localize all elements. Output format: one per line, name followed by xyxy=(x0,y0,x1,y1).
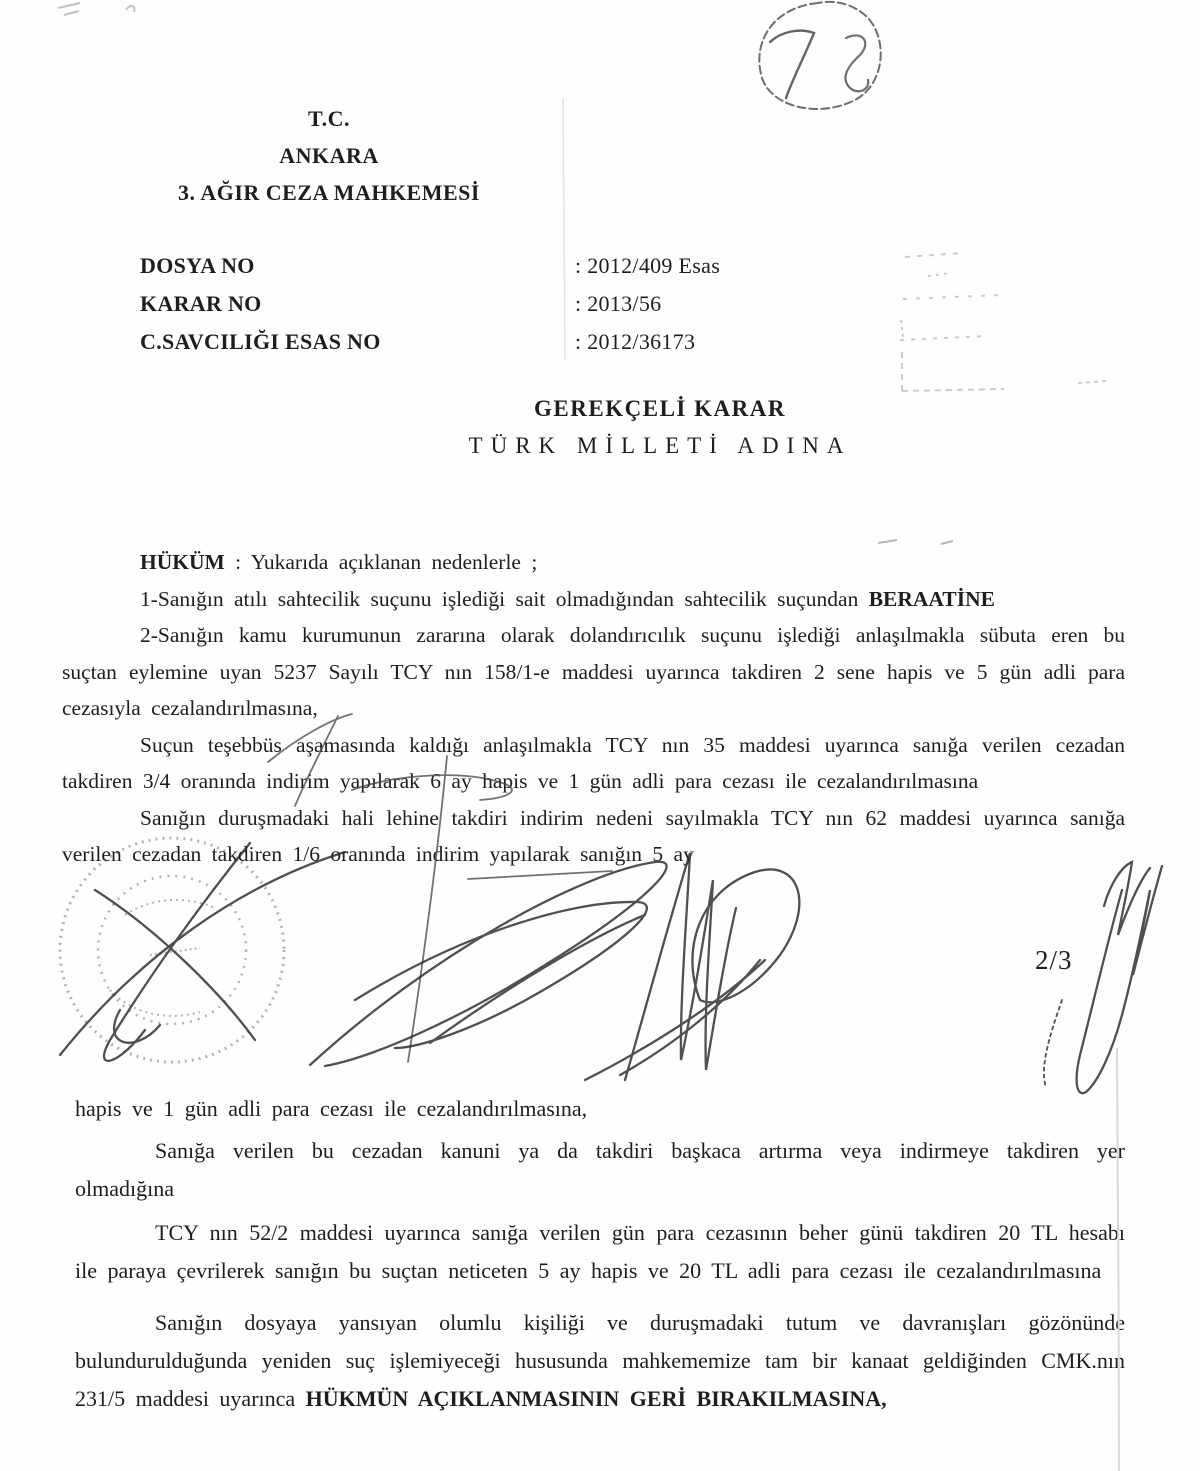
header-country: T.C. xyxy=(308,106,350,131)
hukum-label: HÜKÜM xyxy=(140,550,225,574)
faint-stamp-marks xyxy=(900,253,1106,391)
verdict-body-lower xyxy=(75,1090,1125,1418)
paragraph-2: 2-Sanığın kamu kurumunun zararına olarak dolandırıcılık suçunu işlediği anlaşılmakla sübuta eren bu suçtan eylemine uyan 5237 Sayılı TCY nın 158/1-e maddesi uyarınca takdiren 2 sene hapis ve 5 gün adli para cezasıyla cezalandırılmasına, xyxy=(62,623,1125,720)
signature-right xyxy=(1122,866,1162,1015)
title-line2: TÜRK MİLLETİ ADINA xyxy=(468,433,852,458)
paragraph-1-bold: BERAATİNE xyxy=(868,586,995,611)
verdict-body-upper xyxy=(62,544,1125,873)
paragraph-hukum xyxy=(62,544,1125,581)
signature-middle xyxy=(310,862,667,1066)
paragraph-3: Suçun teşebbüs aşamasında kaldığı anlaşılmakla TCY nın 35 maddesi uyarınca sanığa verilen cezadan takdiren 3/4 oranında indirim yapılarak 6 ay hapis ve 1 gün adli para cezası ile cezalandırılmasına xyxy=(62,732,1125,793)
circled-page-number-mark xyxy=(759,2,880,109)
header-court: 3. AĞIR CEZA MAHKEMESİ xyxy=(178,180,480,205)
paragraph-8 xyxy=(75,1304,1125,1418)
header-city: ANKARA xyxy=(279,143,379,168)
scan-smudge-marks xyxy=(58,3,134,15)
paragraph-1 xyxy=(62,581,1125,618)
case-value: : 2012/36173 xyxy=(575,329,696,354)
case-label: KARAR NO xyxy=(140,291,262,316)
signature-zigzag xyxy=(625,853,736,1080)
case-label: DOSYA NO xyxy=(140,253,255,278)
paragraph-4: Sanığın duruşmadaki hali lehine takdiri indirim nedeni sayılmakla TCY nın 62 maddesi uyarınca sanığa verilen cezadan takdiren 1/6 oranında indirim yapılarak sanığın 5 ay xyxy=(62,805,1125,866)
signature-left xyxy=(60,852,345,1055)
document-title xyxy=(340,396,980,459)
case-value: : 2013/56 xyxy=(575,291,662,316)
case-info-block xyxy=(140,247,720,361)
paragraph-5: hapis ve 1 gün adli para cezası ile cezalandırılmasına, xyxy=(75,1096,588,1121)
paragraph-8-bold: HÜKMÜN AÇIKLANMASININ GERİ BIRAKILMASINA, xyxy=(305,1386,887,1411)
case-label: C.SAVCILIĞI ESAS NO xyxy=(140,329,381,354)
signature-strokes xyxy=(60,843,1162,1093)
case-row-dosya xyxy=(140,247,720,285)
paragraph-8-text: Sanığın dosyaya yansıyan olumlu kişiliği ve duruşmadaki tutum ve davranışları gözönünde bulundurulduğunda yeniden suç işlemiyeceği hususunda mahkememize tam bir kanaat geldiğinden CMK.nın 231/5 maddesi uyarınca xyxy=(75,1310,1125,1411)
case-row-karar xyxy=(140,285,720,323)
paragraph-7: TCY nın 52/2 maddesi uyarınca sanığa verilen gün para cezasının beher günü takdiren 20 TL hesabı ile paraya çevrilerek sanığın bu suçtan neticeten 5 ay hapis ve 20 TL adli para cezası ile cezalandırılmasına xyxy=(75,1220,1125,1283)
hukum-rest: : Yukarıda açıklanan nedenlerle ; xyxy=(224,550,538,574)
case-value: : 2012/409 Esas xyxy=(575,253,721,278)
page-indicator: 2/3 xyxy=(1035,945,1073,975)
case-row-savcilik xyxy=(140,323,720,361)
court-header xyxy=(140,100,518,211)
title-line1: GEREKÇELİ KARAR xyxy=(534,396,786,421)
paragraph-1-text: 1-Sanığın atılı sahtecilik suçunu işlediği sait olmadığından sahtecilik suçundan xyxy=(140,586,869,611)
paragraph-6: Sanığa verilen bu cezadan kanuni ya da takdiri başkaca artırma veya indirmeye takdiren yer olmadığına xyxy=(75,1138,1125,1201)
